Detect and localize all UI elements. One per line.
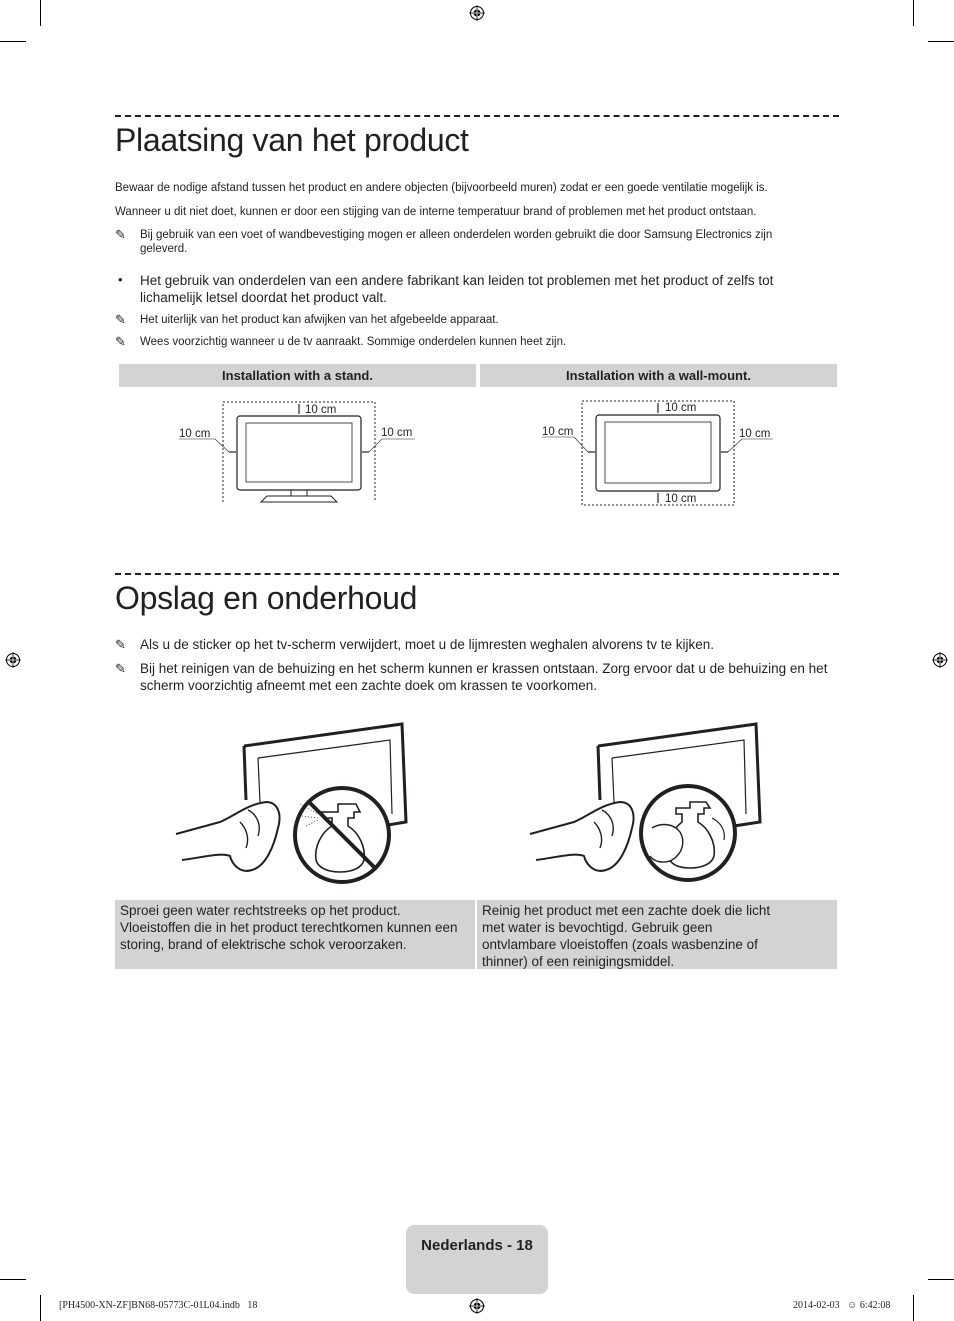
pencil-note-icon: ✎ — [115, 312, 126, 327]
measure-label-right: 10 cm — [381, 427, 413, 439]
crop-mark — [40, 1295, 41, 1321]
measure-label-top: 10 cm — [665, 402, 697, 414]
note-sticker: Als u de sticker op het tv-scherm verwijdert, moet u de lijmresten weghalen alvorens tv te kijken. — [140, 637, 714, 652]
note-scratches: Bij het reinigen van de behuizing en het scherm kunnen er krassen ontstaan. Zorg ervoor dat u de behuizing en het scherm voorzichtig afneemt met een zachte doek om krassen te voorkomen. — [140, 661, 828, 693]
header-installation-wall: Installation with a wall-mount. — [480, 364, 837, 387]
crop-mark — [928, 41, 954, 42]
soft-cloth-illustration — [524, 718, 774, 890]
wall-installation-diagram — [480, 390, 837, 510]
measure-label-bottom: 10 cm — [665, 493, 697, 505]
page-number-label: Nederlands - 18 — [421, 1237, 533, 1254]
crop-mark — [40, 0, 41, 26]
bullet-dot: • — [118, 272, 123, 287]
measure-label-left: 10 cm — [179, 428, 211, 440]
section-divider — [115, 573, 839, 575]
note-hot-parts: Wees voorzichtig wanneer u de tv aanraakt. Sommige onderdelen kunnen heet zijn. — [140, 336, 567, 348]
registration-mark-icon — [5, 652, 21, 668]
measure-label-left: 10 cm — [542, 426, 574, 438]
imprint-timestamp: 2014-02-03 ☺ 6:42:08 — [793, 1300, 891, 1311]
bullet-other-manufacturer: Het gebruik van onderdelen van een andere fabrikant kan leiden tot problemen met het product of zelfs tot lichamelijk letsel doordat het product valt. — [140, 273, 774, 305]
pencil-note-icon: ✎ — [115, 637, 126, 652]
imprint-file: [PH4500-XN-ZF]BN68-05773C-01L04.indb 18 — [59, 1300, 258, 1311]
pencil-note-icon: ✎ — [115, 334, 126, 349]
registration-mark-icon — [932, 652, 948, 668]
pencil-note-icon: ✎ — [115, 227, 126, 242]
section-divider — [115, 115, 839, 117]
section-title-placement: Plaatsing van het product — [115, 122, 469, 158]
crop-mark — [928, 1279, 954, 1280]
header-installation-stand: Installation with a stand. — [119, 364, 476, 387]
caption-soft-cloth: Reinig het product met een zachte doek die licht met water is bevochtigd. Gebruik geen ontvlambare vloeistoffen (zoals wasbenzine of thinner) of een reinigingsmiddel. — [477, 900, 837, 969]
caption-no-spray: Sproei geen water rechtstreeks op het product. Vloeistoffen die in het product terechtkomen kunnen een storing, brand of elektrische schok veroorzaken. — [115, 900, 475, 969]
crop-mark — [913, 1295, 914, 1321]
page-number-tab — [406, 1225, 548, 1294]
measure-label-right: 10 cm — [739, 428, 771, 440]
no-spray-illustration — [170, 718, 420, 890]
note-appearance: Het uiterlijk van het product kan afwijken van het afgebeelde apparaat. — [140, 314, 499, 326]
crop-mark — [0, 41, 26, 42]
crop-mark — [913, 0, 914, 26]
stand-installation-diagram — [119, 390, 476, 510]
crop-mark — [0, 1279, 26, 1280]
note-samsung-parts: Bij gebruik van een voet of wandbevestiging mogen er alleen onderdelen worden gebruikt die door Samsung Electronics zijn geleverd. — [140, 229, 773, 255]
intro-paragraph: Bewaar de nodige afstand tussen het product en andere objecten (bijvoorbeeld muren) zodat er een goede ventilatie mogelijk is. — [115, 182, 768, 194]
section-title-storage: Opslag en onderhoud — [115, 580, 418, 616]
warning-paragraph: Wanneer u dit niet doet, kunnen er door een stijging van de interne temperatuur brand of problemen met het product ontstaan. — [115, 206, 757, 218]
registration-mark-icon — [469, 5, 485, 21]
registration-mark-icon — [469, 1298, 485, 1314]
measure-label-top: 10 cm — [305, 404, 337, 416]
pencil-note-icon: ✎ — [115, 661, 126, 676]
